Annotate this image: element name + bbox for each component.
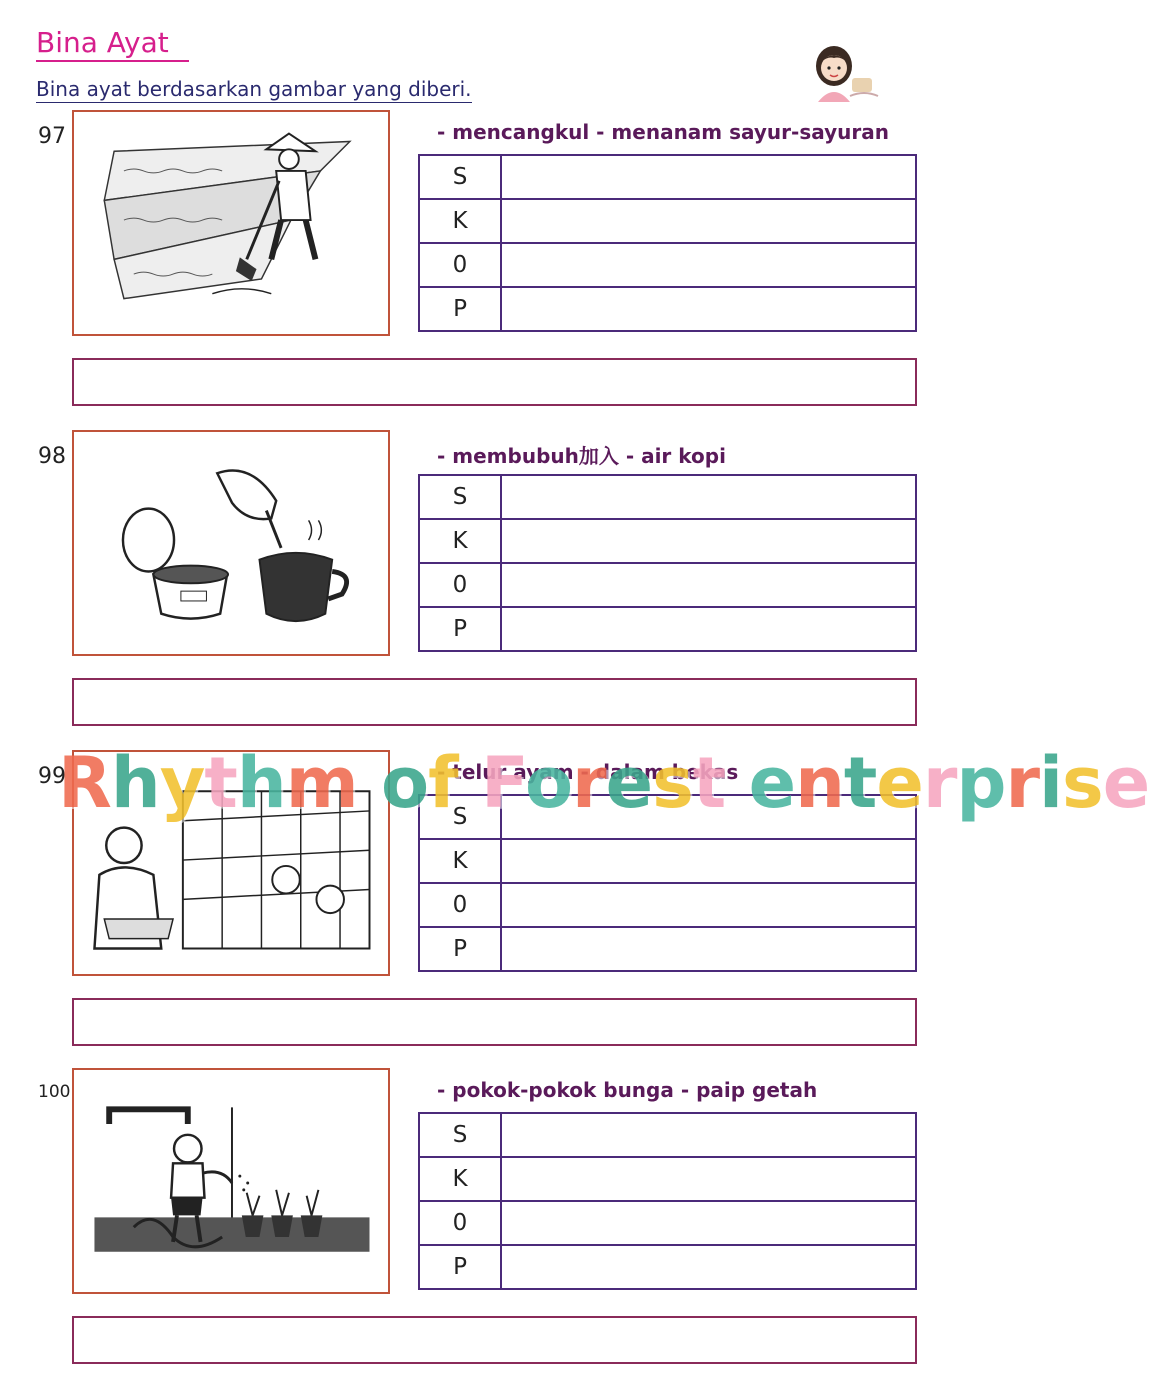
row-label: K [419,199,501,243]
table-row [419,1157,916,1201]
table-row [419,839,916,883]
row-label: P [419,287,501,331]
keyword-hint: - pokok-pokok bunga - paip getah [437,1078,818,1102]
row-label: S [419,475,501,519]
table-row [419,563,916,607]
sentence-answer-box[interactable] [72,678,917,726]
table-row [419,199,916,243]
skop-table [418,154,917,332]
row-label: P [419,1245,501,1289]
question-number: 97 [38,124,66,149]
table-row [419,287,916,331]
answer-cell[interactable] [501,1201,916,1245]
keyword-hint: - membubuh加入 - air kopi [437,444,726,468]
answer-cell[interactable] [501,1245,916,1289]
row-label: S [419,1113,501,1157]
row-label: P [419,607,501,651]
table-row [419,1245,916,1289]
answer-cell[interactable] [501,243,916,287]
answer-cell[interactable] [501,883,916,927]
answer-cell[interactable] [501,475,916,519]
table-row [419,475,916,519]
table-row [419,927,916,971]
table-row [419,883,916,927]
answer-cell[interactable] [501,1113,916,1157]
girl-avatar-icon [804,38,882,104]
row-label: S [419,155,501,199]
keyword-hint: - telur ayam - dalam bekas [437,760,739,784]
table-row [419,155,916,199]
answer-cell[interactable] [501,839,916,883]
question-98 [0,430,957,750]
question-number: 98 [38,444,66,469]
farmer-hoeing-icon [72,110,390,336]
page-instruction: Bina ayat berdasarkan gambar yang diberi. [36,77,472,101]
row-label: S [419,795,501,839]
sentence-answer-box[interactable] [72,358,917,406]
answer-cell[interactable] [501,287,916,331]
table-row [419,1113,916,1157]
answer-cell[interactable] [501,1157,916,1201]
table-row [419,1201,916,1245]
answer-cell[interactable] [501,199,916,243]
answer-cell[interactable] [501,607,916,651]
page-title: Bina Ayat [36,26,189,62]
skop-table [418,1112,917,1290]
answer-cell[interactable] [501,519,916,563]
row-label: K [419,519,501,563]
row-label: P [419,927,501,971]
answer-cell[interactable] [501,155,916,199]
boy-watering-icon [72,1068,390,1294]
table-row [419,243,916,287]
sentence-answer-box[interactable] [72,998,917,1046]
answer-cell[interactable] [501,927,916,971]
question-number: 100 [38,1082,71,1102]
answer-cell[interactable] [501,563,916,607]
row-label: K [419,1157,501,1201]
table-row [419,607,916,651]
row-label: 0 [419,563,501,607]
question-97 [0,110,957,430]
keyword-hint: - mencangkul - menanam sayur-sayuran [437,120,889,144]
row-label: 0 [419,883,501,927]
row-label: 0 [419,243,501,287]
sentence-answer-box[interactable] [72,1316,917,1364]
row-label: K [419,839,501,883]
sugar-coffee-icon [72,430,390,656]
skop-table [418,474,917,652]
table-row [419,519,916,563]
row-label: 0 [419,1201,501,1245]
watermark: Rhythm of Forest enterprise [58,742,1149,824]
question-number: 99 [38,764,66,789]
question-100 [0,1068,957,1388]
